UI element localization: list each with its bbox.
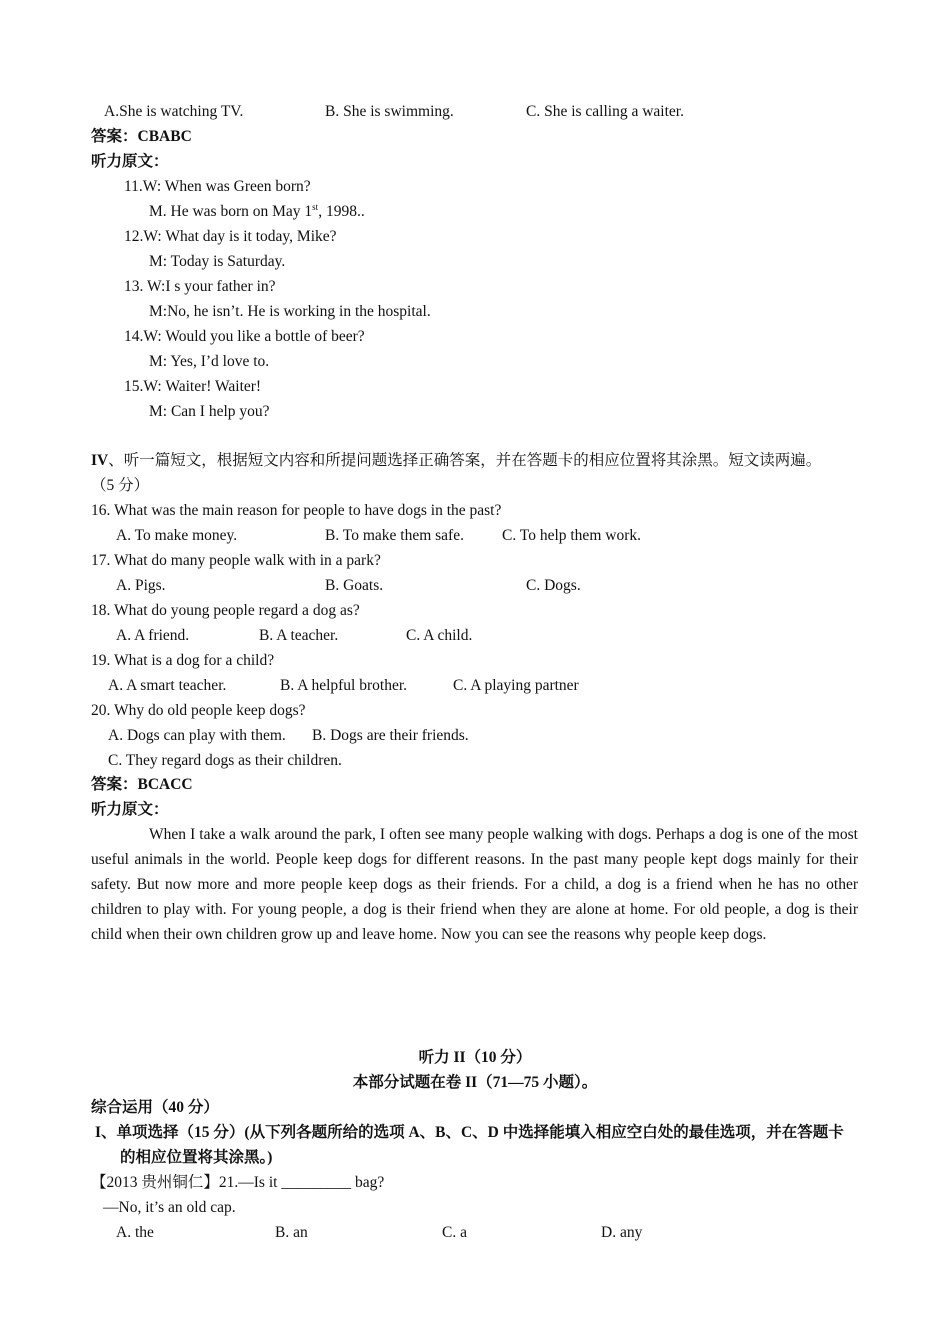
question-20: 20. Why do old people keep dogs? [91,702,306,719]
answer-key-1: 答案：CBABC [91,128,192,145]
dialog-13-w: 13. W:I s your father in? [124,278,276,295]
option-c: C. She is calling a waiter. [526,103,684,120]
dialog-11-m: M. He was born on May 1st, 1998.. [149,201,365,220]
dialog-14-w: 14.W: Would you like a bottle of beer? [124,328,365,345]
section-1-instructions: I、单项选择（15 分）(从下列各题所给的选项 A、B、C、D 中选择能填入相应空白处的最佳选项，并在答题卡 [95,1124,844,1141]
option-b: B. She is swimming. [325,103,454,120]
comprehensive-heading: 综合运用（40 分） [91,1099,219,1116]
q18-option-b: B. A teacher. [259,627,339,644]
answer-key-2: 答案：BCACC [91,776,193,793]
q21-option-b: B. an [275,1224,308,1241]
q21-option-c: C. a [442,1224,467,1241]
question-18: 18. What do young people regard a dog as? [91,602,360,619]
q16-option-a: A. To make money. [116,527,238,544]
dialog-14-m: M: Yes, I’d love to. [149,353,270,370]
question-17: 17. What do many people walk with in a park? [91,552,381,569]
q18-option-a: A. A friend. [116,627,190,644]
option-a: A.She is watching TV. [104,103,244,120]
transcript-passage: When I take a walk around the park, I often see many people walking with dogs. Perhaps a dog is one of the most useful animals in the world. People keep dogs for different reasons. In the past many people kept dogs mainly for their safety. But now more and more people keep dogs as their friends. For a child, a dog is a friend when he has no other children to play with. For young people, a dog is their friend when they are alone at home. For old people, a dog is their child when their own children grow up and leave home. Now you can see the reasons why people keep dogs. [91,826,858,943]
q17-option-c: C. Dogs. [526,577,581,594]
question-source: 【2013 贵州铜仁】 [91,1174,219,1191]
q16-option-c: C. To help them work. [502,527,641,544]
dialog-15-w: 15.W: Waiter! Waiter! [124,378,262,395]
q20-option-c: C. They regard dogs as their children. [108,752,342,769]
question-21-reply: —No, it’s an old cap. [103,1199,236,1216]
q17-option-a: A. Pigs. [116,577,166,594]
q18-option-c: C. A child. [406,627,473,644]
q20-option-b: B. Dogs are their friends. [312,727,469,744]
section-4-heading: IV、听一篇短文，根据短文内容和所提问题选择正确答案，并在答题卡的相应位置将其涂黑。短文读两遍。 [91,452,822,469]
dialog-12-m: M: Today is Saturday. [149,253,286,270]
q21-option-a: A. the [116,1224,154,1241]
question-21: 【2013 贵州铜仁】21.—Is it _________ bag? [91,1174,385,1191]
transcript-label-2: 听力原文： [91,801,169,818]
q19-option-c: C. A playing partner [453,677,579,694]
q19-option-a: A. A smart teacher. [108,677,227,694]
section-1-instructions-cont: 的相应位置将其涂黑。) [120,1149,273,1166]
q16-option-b: B. To make them safe. [325,527,464,544]
dialog-12-w: 12.W: What day is it today, Mike? [124,228,337,245]
question-19: 19. What is a dog for a child? [91,652,275,669]
q19-option-b: B. A helpful brother. [280,677,408,694]
q20-option-a: A. Dogs can play with them. [108,727,286,744]
transcript-label-1: 听力原文： [91,153,169,170]
dialog-13-m: M:No, he isn’t. He is working in the hospital. [149,303,431,320]
listening-2-title: 听力 II（10 分） [418,1049,532,1066]
section-4-score: （5 分） [91,477,150,494]
q17-option-b: B. Goats. [325,577,384,594]
q21-option-d: D. any [601,1224,643,1241]
dialog-15-m: M: Can I help you? [149,403,270,420]
question-16: 16. What was the main reason for people to have dogs in the past? [91,502,502,519]
dialog-11-w: 11.W: When was Green born? [124,178,311,195]
listening-2-note: 本部分试题在卷 II（71—75 小题）。 [352,1074,598,1091]
